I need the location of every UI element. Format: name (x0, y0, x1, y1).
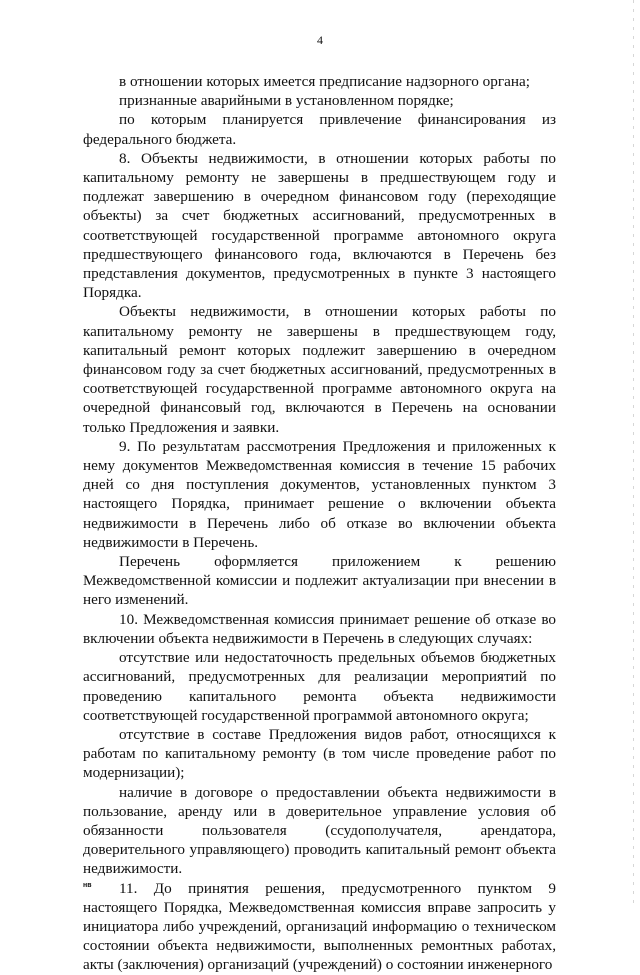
paragraph-item-9: 9. По результатам рассмотрения Предложения и приложенных к нему документов Межведомственная комиссия в течение 15 рабочих дней со дня поступления документов, установленных пунктом 3 настоящего Порядка, принимает решение о включении объекта недвижимости в Перечень либо об отказе во включении объекта недвижимости в Перечень. (83, 437, 556, 551)
paragraph-list-formalization: Перечень оформляется приложением к решению Межведомственной комиссии и подлежит актуализации при внесении в него изменений. (83, 553, 556, 609)
footer-mark: нв (83, 882, 92, 889)
document-body (83, 72, 556, 975)
paragraph-item-8-continued: Объекты недвижимости, в отношении которых работы по капитальному ремонту не завершены в предшествующем году, капитальный ремонт которых подлежит завершению в очередном финансовом году за счет бюджетных ассигнований, предусмотренных в соответствующей государственной программе автономного округа на очередной финансовый год, включаются в Перечень на основании только Предложения и заявки. (83, 303, 556, 436)
paragraph-item-10: 10. Межведомственная комиссия принимает решение об отказе во включении объекта недвижимости в Перечень в следующих случаях: (83, 610, 556, 647)
page-number: 4 (317, 33, 323, 47)
paragraph-item-8: 8. Объекты недвижимости, в отношении которых работы по капитальному ремонту не завершены в предшествующем году и подлежат завершению в очередном финансовом году (переходящие объекты) за счет бюджетных ассигнований, предусмотренных в соответствующей государственной программе автономного округа предшествующего финансового года, включаются в Перечень без представления документов, предусмотренных в пункте 3 настоящего Порядка. (83, 149, 556, 302)
paragraph-refusal-budget: отсутствие или недостаточность предельных объемов бюджетных ассигнований, предусмотренных для реализации мероприятий по проведению капитального ремонта объекта недвижимости соответствующей государственной программой автономного округа; (83, 649, 556, 724)
paragraph-emergency: признанные аварийными в установленном порядке; (119, 92, 454, 110)
paragraph-refusal-contract: наличие в договоре о предоставлении объекта недвижимости в пользование, аренду или в доверительное управление условия об обязанности пользователя (ссудополучателя, арендатора, доверительного управляющего) проводить капитальный ремонт объекта недвижимости. (83, 783, 556, 878)
paragraph-supervisory-order: в отношении которых имеется предписание надзорного органа; (119, 73, 530, 90)
scan-edge-marks (633, 0, 634, 905)
paragraph-item-11: 11. До принятия решения, предусмотренного пунктом 9 настоящего Порядка, Межведомственная комиссия вправе запросить у инициатора либо учреждений, организаций информацию о техническом состоянии объекта недвижимости, выполненных ремонтных работах, акты (заключения) организаций (учреждений) о состоянии инженерного (83, 879, 556, 974)
paragraph-refusal-works: отсутствие в составе Предложения видов работ, относящихся к работам по капитальному ремонту (в том числе проведение работ по модернизации); (83, 725, 556, 782)
paragraph-federal-funding: по которым планируется привлечение финансирования из федерального бюджета. (83, 111, 556, 148)
